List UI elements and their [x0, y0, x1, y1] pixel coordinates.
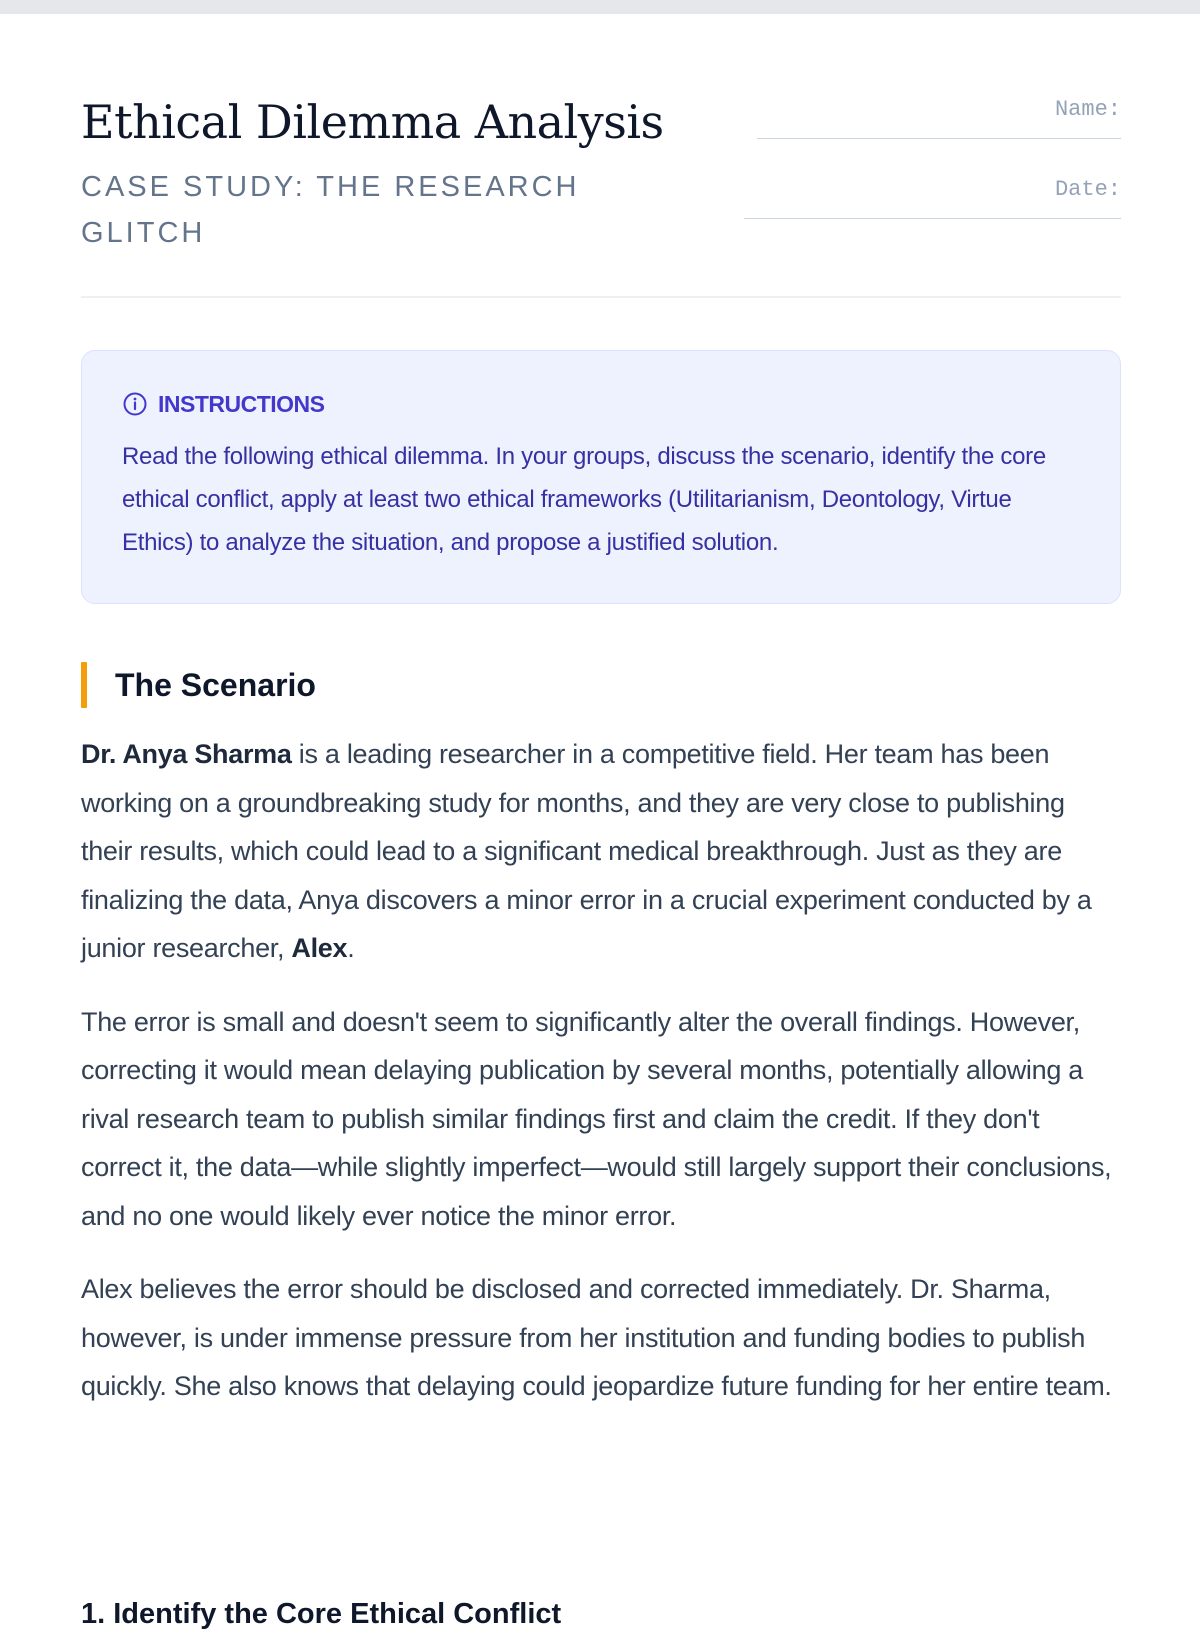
instructions-text: Read the following ethical dilemma. In your groups, discuss the scenario, identify the core ethical conflict, apply at least two ethical frameworks (Utilitarianism, Deontology, Virtue Ethics) to analyze the situation, and propose a justified solution. — [122, 443, 1046, 556]
case-study-subtitle: CASE STUDY: THE RESEARCH GLITCH — [81, 171, 580, 249]
instructions-heading-row — [122, 389, 1080, 419]
date-label: Date: — [1054, 177, 1121, 202]
junior-researcher-name: Alex — [291, 933, 348, 963]
top-bar — [0, 0, 1200, 14]
section-accent-bar — [81, 662, 87, 708]
scenario-paragraph-3: Alex believes the error should be disclosed and corrected immediately. Dr. Sharma, however, is under immense pressure from her institution and funding bodies to publish quickly. She also knows that delaying could jeopardize future funding for her entire team. — [81, 1274, 1112, 1401]
name-field[interactable] — [757, 96, 1121, 139]
page-title: Ethical Dilemma Analysis — [81, 95, 664, 149]
date-field[interactable] — [744, 176, 1121, 219]
info-icon — [122, 391, 148, 417]
scenario-title: The Scenario — [115, 666, 316, 703]
instructions-heading: INSTRUCTIONS — [158, 391, 325, 417]
protagonist-name: Dr. Anya Sharma — [81, 739, 292, 769]
scenario-paragraph-2: The error is small and doesn't seem to significantly alter the overall findings. However, correcting it would mean delaying publication by several months, potentially allowing a rival research team to publish similar findings first and claim the credit. If they don't correct it, the data—while slightly imperfect—would still largely support their conclusions, and no one would likely ever notice the minor error. — [81, 1006, 1112, 1231]
section-1-heading: 1. Identify the Core Ethical Conflict — [81, 1598, 562, 1630]
scenario-text — [81, 730, 1121, 1436]
scenario-section-heading — [81, 662, 316, 708]
scenario-paragraph-1: Dr. Anya Sharma is a leading researcher in a competitive field. Her team has been working on a groundbreaking study for months, and they are very close to publishing their results, which could lead to a significant medical breakthrough. Just as they are finalizing the data, Anya discovers a minor error in a crucial experiment conducted by a junior researcher, Alex. — [81, 739, 1092, 963]
worksheet-page — [81, 14, 1121, 1630]
worksheet-header — [81, 14, 1121, 298]
date-input-line[interactable] — [744, 218, 1121, 219]
name-input-line[interactable] — [757, 138, 1121, 139]
name-label: Name: — [1054, 97, 1121, 122]
instructions-box — [81, 350, 1121, 604]
